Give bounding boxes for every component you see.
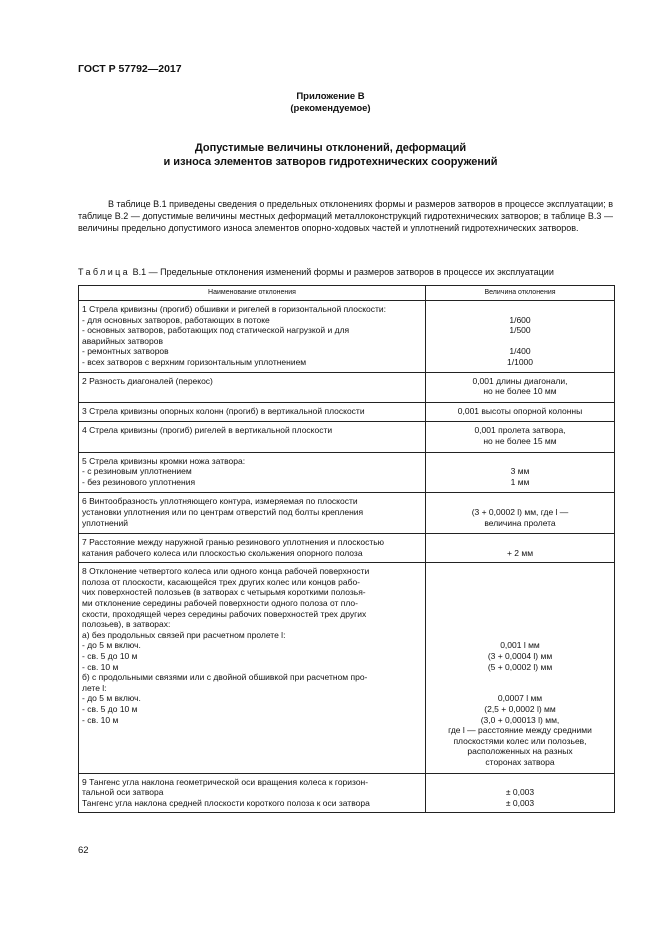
- document-header: ГОСТ Р 57792—2017: [78, 63, 182, 75]
- deviation-name-line: - ремонтных затворов: [82, 346, 169, 357]
- deviation-name-line: 3 Стрела кривизны опорных колонн (прогиб) в вертикальной плоскости: [82, 405, 365, 416]
- deviation-name-line: 4 Стрела кривизны (прогиб) ригелей в вертикальной плоскости: [82, 425, 333, 436]
- deviation-value-line: [429, 566, 611, 577]
- deviation-name-line: полоза от плоскости, касающейся трех других колес или концов рабо-: [82, 576, 361, 587]
- table-caption-text: В.1 — Предельные отклонения изменений формы и размеров затворов в процессе их эксплуатации: [130, 267, 554, 277]
- deviation-name-line: - всех затворов с верхним горизонтальным уплотнением: [82, 356, 307, 367]
- deviation-value-line: ± 0,003: [505, 797, 535, 808]
- deviation-value-line: 1/1000: [507, 356, 533, 367]
- deviation-value-line: [429, 672, 611, 683]
- deviation-value-line: [429, 630, 611, 641]
- deviation-name-cell: [79, 493, 426, 534]
- deviation-name-line: [82, 386, 422, 397]
- column-header-value: Величина отклонения: [426, 286, 615, 301]
- deviation-name-line: катания рабочего колеса или плоскостью скольжения опорного полоза: [82, 547, 363, 558]
- deviation-name-line: [82, 757, 422, 768]
- table-row: [79, 452, 615, 493]
- deviation-value-line: 0,001 l мм: [500, 640, 540, 651]
- deviation-name-line: тальной оси затвора: [82, 787, 164, 798]
- deviation-name-line: - с резиновым уплотнением: [82, 466, 192, 477]
- deviation-value-line: + 2 мм: [506, 547, 534, 558]
- deviation-name-line: [82, 736, 422, 747]
- deviation-value-line: (3 + 0,0004 l) мм: [487, 651, 553, 662]
- deviation-name-line: ми отклонение середины рабочей поверхности одного полоза от пло-: [82, 598, 358, 609]
- deviation-value-line: [429, 777, 611, 788]
- deviation-value-line: [429, 577, 611, 588]
- deviation-value-line: 0,001 высоты опорной колонны: [457, 405, 583, 416]
- deviation-value-line: 0,0007 l мм: [497, 693, 543, 704]
- deviation-value-line: 1/600: [509, 314, 531, 325]
- deviation-value-line: (2,5 + 0,0002 l) мм: [484, 704, 556, 714]
- deviation-value-cell: [426, 773, 615, 813]
- table-row: [79, 493, 615, 534]
- deviation-value-line: (3,0 + 0,00013 l) мм,: [480, 714, 560, 725]
- deviation-name-line: полозьев), в затворах:: [82, 619, 171, 630]
- deviation-value-line: величина пролета: [484, 517, 556, 528]
- deviation-name-line: установки уплотнения или по центрам отверстий под болты крепления: [82, 506, 364, 517]
- deviation-name-cell: [79, 563, 426, 773]
- intro-paragraph: В таблице В.1 приведены сведения о предельных отклонениях формы и размеров затворов в процессе эксплуатации; в таблице В.2 — допустимые величины местных деформаций металлоконструкций гидротехнических затворов; в таблице В.3 — величины предельно допустимого износа элементов опорно-ходовых частей и уплотнений гидротехнических затворов.: [78, 199, 613, 234]
- deviation-value-cell: [426, 534, 615, 563]
- deviation-value-line: [429, 619, 611, 630]
- table-row: [79, 773, 615, 813]
- deviation-name-line: [82, 725, 422, 736]
- deviation-name-cell: [79, 402, 426, 422]
- deviation-value-line: 1 мм: [510, 476, 530, 487]
- deviation-value-cell: [426, 402, 615, 422]
- deviation-value-line: сторонах затвора: [485, 756, 555, 767]
- deviation-value-cell: [426, 563, 615, 773]
- deviation-value-line: 0,001 пролета затвора,: [474, 425, 566, 436]
- deviation-name-line: - св. 5 до 10 м: [82, 651, 138, 662]
- column-header-name: Наименование отклонения: [79, 286, 426, 301]
- deviation-name-line: уплотнений: [82, 517, 128, 528]
- deviation-value-line: [429, 336, 611, 347]
- deviation-value-line: 0,001 длины диагонали,: [472, 375, 568, 386]
- deviation-value-line: [429, 496, 611, 507]
- deviation-name-line: - до 5 м включ.: [82, 693, 141, 704]
- deviation-name-line: [82, 436, 422, 447]
- deviation-name-line: - основных затворов, работающих под статической нагрузкой и для: [82, 325, 350, 336]
- deviation-value-line: (5 + 0,0002 l) мм: [487, 661, 553, 672]
- appendix-title: Приложение В: [296, 91, 365, 102]
- deviation-value-cell: [426, 301, 615, 373]
- deviation-name-line: 5 Стрела кривизны кромки ножа затвора:: [82, 455, 246, 466]
- deviation-name-line: - св. 5 до 10 м: [82, 704, 138, 714]
- section-title-line-2: и износа элементов затворов гидротехнических сооружений: [163, 156, 498, 168]
- deviation-table: [78, 285, 615, 813]
- deviation-name-line: 2 Разность диагоналей (перекос): [82, 375, 213, 386]
- deviation-name-cell: [79, 534, 426, 563]
- deviation-value-line: 1/500: [509, 325, 531, 336]
- deviation-name-line: 1 Стрела кривизны (прогиб) обшивки и ригелей в горизонтальной плоскости:: [82, 304, 386, 314]
- table-row: [79, 402, 615, 422]
- table-row: [79, 563, 615, 773]
- table-body: [79, 301, 615, 813]
- deviation-name-line: б) с продольными связями или с двойной обшивкой при расчетном про-: [82, 672, 368, 683]
- deviation-value-line: (3 + 0,0002 l) мм, где l —: [471, 506, 569, 517]
- deviation-value-line: плоскостями колес или полозьев,: [453, 735, 587, 746]
- table-caption-word: Таблица: [78, 267, 131, 277]
- deviation-name-line: - для основных затворов, работающих в потоке: [82, 314, 270, 325]
- deviation-value-line: 3 мм: [510, 466, 530, 477]
- deviation-name-line: - без резинового уплотнения: [82, 476, 196, 487]
- deviation-name-cell: [79, 372, 426, 402]
- deviation-value-cell: [426, 493, 615, 534]
- deviation-name-cell: [79, 301, 426, 373]
- deviation-name-cell: [79, 422, 426, 452]
- deviation-value-line: [429, 598, 611, 609]
- deviation-name-line: а) без продольных связей при расчетном пролете l:: [82, 629, 286, 640]
- deviation-value-cell: [426, 422, 615, 452]
- deviation-name-cell: [79, 452, 426, 493]
- deviation-value-cell: [426, 452, 615, 493]
- deviation-value-cell: [426, 372, 615, 402]
- deviation-value-line: [429, 537, 611, 548]
- deviation-name-line: скости, проходящей через середины рабочих поверхностей трех других: [82, 608, 367, 619]
- deviation-name-line: - до 5 м включ.: [82, 640, 141, 651]
- deviation-value-line: но не более 10 мм: [483, 386, 557, 397]
- deviation-name-line: 8 Отклонение четвертого колеса или одного конца рабочей поверхности: [82, 566, 370, 577]
- deviation-value-line: но не более 15 мм: [483, 435, 557, 446]
- deviation-value-line: где l — расстояние между средними: [448, 725, 592, 736]
- deviation-value-line: [429, 609, 611, 620]
- table-row: [79, 534, 615, 563]
- table-caption: [78, 267, 618, 277]
- table-header-row: [79, 286, 615, 301]
- deviation-value-line: [429, 304, 611, 315]
- deviation-value-line: ± 0,003: [505, 787, 535, 798]
- deviation-name-line: - св. 10 м: [82, 661, 119, 672]
- deviation-value-line: [429, 587, 611, 598]
- deviation-name-line: лете l:: [82, 682, 107, 693]
- table-row: [79, 372, 615, 402]
- deviation-value-line: расположенных на разных: [467, 746, 573, 757]
- deviation-name-line: 6 Винтообразность уплотняющего контура, измеряемая по плоскости: [82, 496, 358, 507]
- deviation-value-line: [429, 456, 611, 467]
- page-number: 62: [78, 845, 89, 856]
- deviation-name-line: 9 Тангенс угла наклона геометрической оси вращения колеса к горизон-: [82, 776, 369, 787]
- table-row: [79, 301, 615, 373]
- deviation-name-cell: [79, 773, 426, 813]
- deviation-value-line: [429, 683, 611, 694]
- deviation-name-line: - св. 10 м: [82, 714, 119, 725]
- table-row: [79, 422, 615, 452]
- section-title-line-1: Допустимые величины отклонений, деформаций: [194, 142, 467, 154]
- deviation-name-line: аварийных затворов: [82, 335, 163, 346]
- deviation-name-line: чих поверхностей полозьев (в затворах с четырьмя короткими полозья-: [82, 587, 366, 598]
- deviation-name-line: Тангенс угла наклона средней плоскости короткого полоза к оси затвора: [82, 797, 370, 808]
- deviation-name-line: [82, 746, 422, 757]
- deviation-value-line: 1/400: [509, 346, 531, 357]
- appendix-subtitle: (рекомендуемое): [290, 103, 371, 114]
- deviation-name-line: 7 Расстояние между наружной гранью резинового уплотнения и плоскостью: [82, 537, 385, 548]
